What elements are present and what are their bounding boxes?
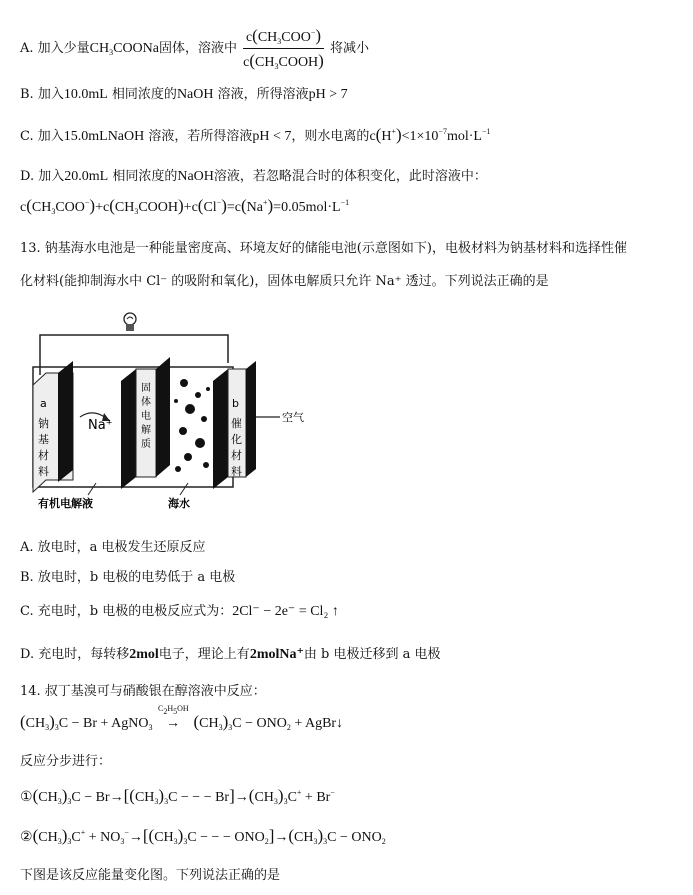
label-mid-char-3: 电: [141, 411, 151, 422]
label-b-char-4: 料: [231, 465, 242, 478]
label-b: b: [232, 397, 239, 410]
q12-c-mid: 溶液，若所得溶液: [148, 129, 253, 144]
label-solid-electrolyte: [141, 382, 151, 450]
label-a-char-1: 钠: [38, 417, 49, 430]
q12-option-c: [20, 125, 490, 145]
label-b-char-3: 材: [231, 449, 242, 462]
q12-option-a: [20, 26, 369, 71]
q13-option-b: B. 放电时，b 电极的电势低于 a 电极: [20, 570, 236, 585]
q13-d-mol: 2mol: [129, 647, 159, 662]
q12-d-mid: 相同浓度的: [112, 169, 178, 184]
q13-d-na: 2molNa⁺: [249, 647, 304, 662]
label-mid-char-5: 质: [141, 439, 151, 450]
q13-stem-line2: 化材料(能抑制海水中 Cl⁻ 的吸附和氧化)，固体电解质只允许 Na⁺ 透过。下列说法正确的是: [20, 274, 549, 289]
q12-c-volume: 15.0mLNaOH: [63, 129, 145, 144]
q12-d-volume: 20.0mL: [64, 169, 109, 184]
q13-option-d: [20, 643, 440, 663]
q12-a-denominator: $c(CH_3COOH)$: [243, 51, 324, 71]
q13-stem-line1: 13. 钠基海水电池是一种能量密度高、环境友好的储能电池(示意图如下)，电极材料为钠基材料和选择性催: [20, 241, 627, 256]
q12-d-reagent: NaOH: [177, 169, 214, 184]
q12-a-fraction: [243, 26, 324, 71]
label-b-char-2: 化: [231, 433, 242, 446]
reaction-arrow: $C_2H_5OH$ →: [157, 704, 189, 731]
q13-option-c: [20, 600, 339, 620]
q13-c-prefix: C. 充电时，b 电极的电极反应式为：: [20, 604, 233, 619]
label-mid-char-2: 体: [141, 397, 151, 408]
q13-d-mid: 电子，理论上有: [158, 647, 250, 662]
label-mid-char-4: 解: [141, 425, 151, 436]
q12-a-mid: 固体，溶液中: [159, 41, 238, 56]
q12-b-prefix: B. 加入: [20, 87, 64, 102]
q12-option-b: [20, 83, 348, 103]
solid-electrolyte: [121, 357, 170, 489]
q14-stem: 14. 叔丁基溴可与硝酸银在醇溶液中反应：: [20, 684, 266, 699]
q12-b-mid: 相同浓度的: [111, 87, 177, 102]
q12-d-prefix: D. 加入: [20, 169, 65, 184]
q12-b-reagent: NaOH: [176, 87, 214, 102]
q12-d-equation: $c(CH_3COO^-)+c(CH_3COOH)+c(Cl^-)=c(Na^+)=0.05mol\cdot L^{-1}$: [20, 196, 350, 216]
seawater-pointer: [180, 483, 188, 495]
label-seawater: 海水: [168, 497, 190, 510]
q14-main-condition: $C_2H_5OH$: [157, 704, 189, 716]
q12-c-condition: pH < 7: [252, 129, 292, 144]
q12-c-tail: ，则水电离的: [291, 129, 370, 144]
q13-d-prefix: D. 充电时，每转移: [20, 647, 130, 662]
q12-a-numerator: $c(CH_3COO^-)$: [243, 26, 324, 49]
q13-option-a: A. 放电时，a 电极发生还原反应: [20, 540, 206, 555]
label-a-char-2: 基: [38, 433, 49, 446]
q12-a-suffix: 将减小: [329, 41, 369, 56]
q14-main-equation: [20, 704, 344, 732]
q14-footer: 下图是该反应能量变化图。下列说法正确的是: [20, 868, 281, 883]
q12-a-prefix: A. 加入少量: [20, 41, 90, 56]
q12-b-condition: pH > 7: [308, 87, 348, 102]
q14-step2: $②(CH_3)_3C^+ + NO_3^-\to[(CH_3)_3C$ − − − $ONO_2]\to(CH_3)_3C - ONO_2$: [20, 826, 386, 846]
label-air: 空气: [282, 411, 304, 424]
seawater-particles: [174, 379, 210, 472]
q12-c-prefix: C. 加入: [20, 129, 64, 144]
q14-main-right: $(CH_3)_3C - ONO_2$ + AgBr↓: [193, 712, 344, 732]
label-organic-electrolyte: 有机电解液: [38, 497, 93, 510]
bulb-icon: [124, 313, 136, 331]
q12-b-tail: 溶液，所得溶液: [217, 87, 309, 102]
organic-pointer: [88, 483, 96, 495]
q14-main-left: $(CH_3)_3C - Br$ + AgNO$_3$: [20, 712, 153, 732]
label-b-char-1: 催: [231, 417, 242, 430]
label-mid-char-1: 固: [141, 383, 151, 394]
q14-step1: $①(CH_3)_3C - Br\to[(CH_3)_3C$ − − − $Br]\to(CH_3)_3C^+ + Br^-$: [20, 786, 335, 806]
q12-b-volume: 10.0mL: [63, 87, 108, 102]
q13-c-equation: 2Cl⁻ − 2e⁻ = Cl₂ ↑: [232, 604, 339, 619]
q14-steps-label: 反应分步进行：: [20, 754, 112, 769]
label-a: a: [40, 397, 47, 410]
q12-option-d: [20, 165, 487, 185]
battery-diagram: [18, 305, 308, 515]
q12-d-tail: 溶液，若忽略混合时的体积变化，此时溶液中：: [213, 169, 487, 184]
q12-c-expression: $c(H^+)<1\times 10^{-7}mol\cdot L^{-1}$: [369, 125, 491, 144]
q13-d-tail: 由 b 电极迁移到 a 电极: [303, 647, 441, 662]
label-a-char-3: 材: [38, 449, 49, 462]
label-a-char-4: 料: [38, 465, 49, 478]
q12-a-reagent: $CH_3COONa$: [89, 41, 159, 57]
label-na-ion: Na⁺: [88, 418, 113, 433]
